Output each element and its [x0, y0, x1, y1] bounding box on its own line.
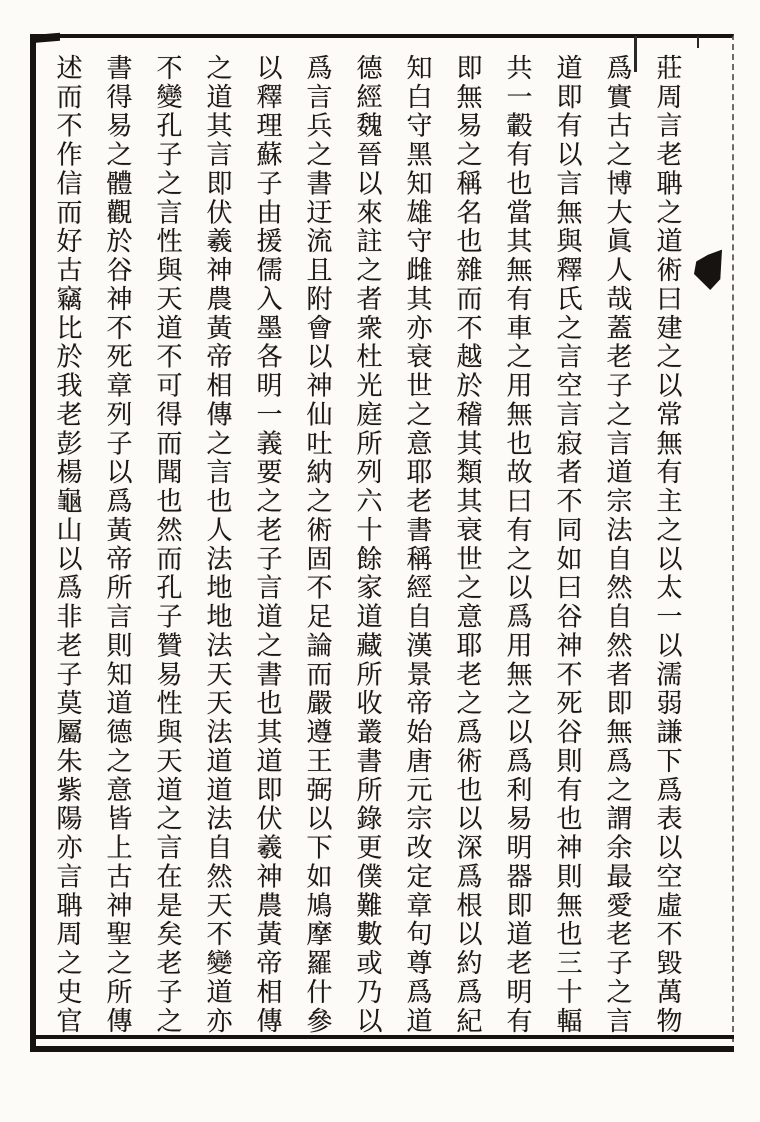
text-column: 述而不作信而好古竊比於我老彭楊龜山以爲非老子莫屬朱紫陽亦言聃周之史官 — [52, 54, 82, 1034]
text-column: 道即有以言無與釋氏之言空言寂者不同如曰谷神不死谷則有也神則無也三十輻 — [552, 54, 582, 1034]
text-block — [42, 54, 692, 1034]
text-column: 德經魏晉以來註之者衆杜光庭所列六十餘家道藏所收叢書所錄更僕難數或乃以 — [352, 54, 382, 1034]
bottom-double-rule-lower — [30, 1046, 734, 1052]
text-column: 之道其言即伏羲神農黃帝相傳之言也人法地地法天天法道道法自然天不變道亦 — [202, 54, 232, 1034]
text-column: 爲實古之博大眞人哉蓋老子之言道宗法自然自然者即無爲之謂余最愛老子之言 — [602, 54, 632, 1034]
text-column: 即無易之稱名也雜而不越於稽其類其衰世之意耶老之爲術也以深爲根以約爲紀 — [452, 54, 482, 1034]
text-column: 書得易之體觀於谷神不死章列子以爲黃帝所言則知道德之意皆上古神聖之所傳 — [102, 54, 132, 1034]
text-column: 不變孔子之言性與天道不可得而聞也然而孔子贊易性與天道之言在是矣老子之 — [152, 54, 182, 1034]
bottom-double-rule-upper — [30, 1035, 734, 1039]
text-column: 爲言兵之書迂流且附會以神仙吐納之術固不足論而嚴遵王弼以下如鳩摩羅什參 — [302, 54, 332, 1034]
text-column: 以釋理蘇子由援儒入墨各明一義要之老子言道之書也其道即伏羲神農黃帝相傳 — [252, 54, 282, 1034]
text-column: 共一轂有也當其無有車之用無也故曰有之以爲用無之以爲利易明器即道老明有 — [502, 54, 532, 1034]
ink-blot-mark — [694, 248, 722, 290]
text-column: 知白守黑知雄守雌其亦衰世之意耶老書稱經自漢景帝始唐元宗改定章句尊爲道 — [402, 54, 432, 1034]
corner-ink-mark — [30, 33, 60, 44]
page-border-frame — [30, 34, 734, 1052]
text-column: 莊周言老聃之道術曰建之以常無有主之以太一以濡弱謙下爲表以空虛不毀萬物 — [652, 54, 682, 1034]
column-rule-tick — [697, 36, 699, 48]
